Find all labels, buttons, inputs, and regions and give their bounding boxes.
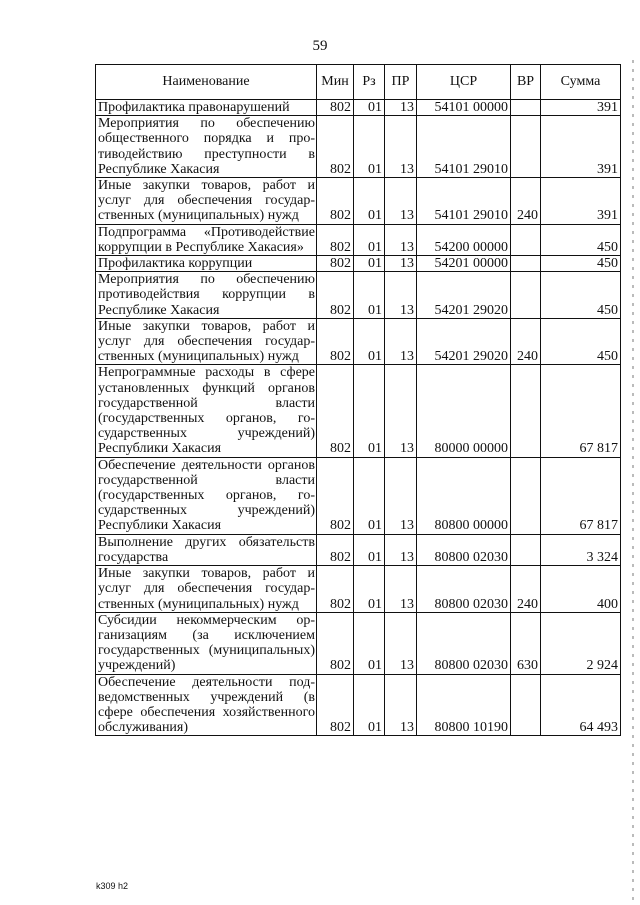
row-sum: 400 xyxy=(541,566,621,613)
table-row xyxy=(96,612,621,674)
row-name: Обеспечение деятельности подведомственных учреждений (в сфере обеспечения хозяйственного обслуживания) xyxy=(96,674,317,736)
row-csr: 80800 00000 xyxy=(417,457,511,534)
row-min: 802 xyxy=(317,256,354,272)
row-rz: 01 xyxy=(354,100,385,116)
row-name: Профилактика коррупции xyxy=(96,256,317,272)
row-sum: 450 xyxy=(541,224,621,255)
table-row xyxy=(96,318,621,365)
table-header-row xyxy=(96,65,621,100)
row-pr: 13 xyxy=(385,318,417,365)
row-rz: 01 xyxy=(354,534,385,565)
row-csr: 80800 02030 xyxy=(417,534,511,565)
row-vr xyxy=(511,534,541,565)
row-csr: 54201 29020 xyxy=(417,318,511,365)
row-csr: 54201 29020 xyxy=(417,272,511,319)
row-min: 802 xyxy=(317,272,354,319)
row-vr xyxy=(511,256,541,272)
row-csr: 54101 29010 xyxy=(417,116,511,178)
table-row xyxy=(96,534,621,565)
row-sum: 391 xyxy=(541,116,621,178)
row-rz: 01 xyxy=(354,224,385,255)
row-vr: 630 xyxy=(511,612,541,674)
table-row xyxy=(96,566,621,613)
row-pr: 13 xyxy=(385,365,417,457)
row-sum: 450 xyxy=(541,256,621,272)
row-name: Мероприятия по обеспечению противодействия коррупции в Республике Хакасия xyxy=(96,272,317,319)
row-csr: 54101 29010 xyxy=(417,178,511,225)
row-name: Мероприятия по обеспечению общественного порядка и противодействию преступности в Республике Хакасия xyxy=(96,116,317,178)
row-min: 802 xyxy=(317,534,354,565)
budget-table xyxy=(95,64,621,736)
row-pr: 13 xyxy=(385,224,417,255)
row-pr: 13 xyxy=(385,566,417,613)
row-pr: 13 xyxy=(385,272,417,319)
row-sum: 450 xyxy=(541,318,621,365)
row-name: Иные закупки товаров, работ и услуг для обеспечения государственных (муниципальных) нужд xyxy=(96,566,317,613)
row-min: 802 xyxy=(317,178,354,225)
row-name: Подпрограмма «Противодействие коррупции в Республике Хакасия» xyxy=(96,224,317,255)
footer-code: k309 h2 xyxy=(96,881,129,891)
row-sum: 391 xyxy=(541,100,621,116)
row-pr: 13 xyxy=(385,256,417,272)
row-csr: 54101 00000 xyxy=(417,100,511,116)
row-csr: 80800 10190 xyxy=(417,674,511,736)
row-rz: 01 xyxy=(354,116,385,178)
header-min: Мин xyxy=(317,65,354,100)
row-pr: 13 xyxy=(385,457,417,534)
table-row xyxy=(96,178,621,225)
row-name: Непрограммные расходы в сфере установленных функций органов государственной власти (государственных органов, государственных учреждений) Республики Хакасия xyxy=(96,365,317,457)
margin-dotted-line xyxy=(632,60,634,900)
row-name: Профилактика правонарушений xyxy=(96,100,317,116)
row-csr: 54201 00000 xyxy=(417,256,511,272)
table-row xyxy=(96,365,621,457)
row-csr: 80800 02030 xyxy=(417,612,511,674)
row-csr: 54200 00000 xyxy=(417,224,511,255)
row-min: 802 xyxy=(317,457,354,534)
row-sum: 3 324 xyxy=(541,534,621,565)
row-csr: 80800 02030 xyxy=(417,566,511,613)
table-row xyxy=(96,100,621,116)
row-vr xyxy=(511,272,541,319)
row-pr: 13 xyxy=(385,116,417,178)
row-rz: 01 xyxy=(354,178,385,225)
row-vr xyxy=(511,365,541,457)
row-min: 802 xyxy=(317,318,354,365)
row-name: Выполнение других обязательств государства xyxy=(96,534,317,565)
row-pr: 13 xyxy=(385,674,417,736)
row-pr: 13 xyxy=(385,534,417,565)
header-sum: Сумма xyxy=(541,65,621,100)
row-rz: 01 xyxy=(354,674,385,736)
row-min: 802 xyxy=(317,365,354,457)
row-sum: 391 xyxy=(541,178,621,225)
row-sum: 64 493 xyxy=(541,674,621,736)
table-row xyxy=(96,116,621,178)
row-vr: 240 xyxy=(511,318,541,365)
row-pr: 13 xyxy=(385,612,417,674)
table-row xyxy=(96,457,621,534)
header-vr: ВР xyxy=(511,65,541,100)
row-vr xyxy=(511,674,541,736)
header-name: Наименование xyxy=(96,65,317,100)
table-row xyxy=(96,256,621,272)
row-vr xyxy=(511,100,541,116)
row-pr: 13 xyxy=(385,100,417,116)
row-vr: 240 xyxy=(511,178,541,225)
row-min: 802 xyxy=(317,116,354,178)
row-name: Обеспечение деятельности органов государственной власти (государственных органов, государственных учреждений) Республики Хакасия xyxy=(96,457,317,534)
row-vr xyxy=(511,457,541,534)
row-name: Иные закупки товаров, работ и услуг для обеспечения государственных (муниципальных) нужд xyxy=(96,318,317,365)
row-name: Иные закупки товаров, работ и услуг для обеспечения государственных (муниципальных) нужд xyxy=(96,178,317,225)
row-csr: 80000 00000 xyxy=(417,365,511,457)
header-csr: ЦСР xyxy=(417,65,511,100)
row-rz: 01 xyxy=(354,365,385,457)
row-rz: 01 xyxy=(354,457,385,534)
row-rz: 01 xyxy=(354,256,385,272)
row-vr: 240 xyxy=(511,566,541,613)
row-min: 802 xyxy=(317,612,354,674)
row-min: 802 xyxy=(317,224,354,255)
row-min: 802 xyxy=(317,100,354,116)
row-sum: 450 xyxy=(541,272,621,319)
row-min: 802 xyxy=(317,674,354,736)
row-sum: 67 817 xyxy=(541,457,621,534)
row-rz: 01 xyxy=(354,272,385,319)
row-sum: 67 817 xyxy=(541,365,621,457)
table-row xyxy=(96,224,621,255)
row-sum: 2 924 xyxy=(541,612,621,674)
table-row xyxy=(96,674,621,736)
row-name: Субсидии некоммерческим организациям (за исключением государственных (муниципальных) учреждений) xyxy=(96,612,317,674)
row-pr: 13 xyxy=(385,178,417,225)
header-pr: ПР xyxy=(385,65,417,100)
row-min: 802 xyxy=(317,566,354,613)
row-rz: 01 xyxy=(354,612,385,674)
row-vr xyxy=(511,116,541,178)
page-number: 59 xyxy=(312,38,328,54)
header-rz: Рз xyxy=(354,65,385,100)
row-vr xyxy=(511,224,541,255)
table-row xyxy=(96,272,621,319)
row-rz: 01 xyxy=(354,318,385,365)
row-rz: 01 xyxy=(354,566,385,613)
